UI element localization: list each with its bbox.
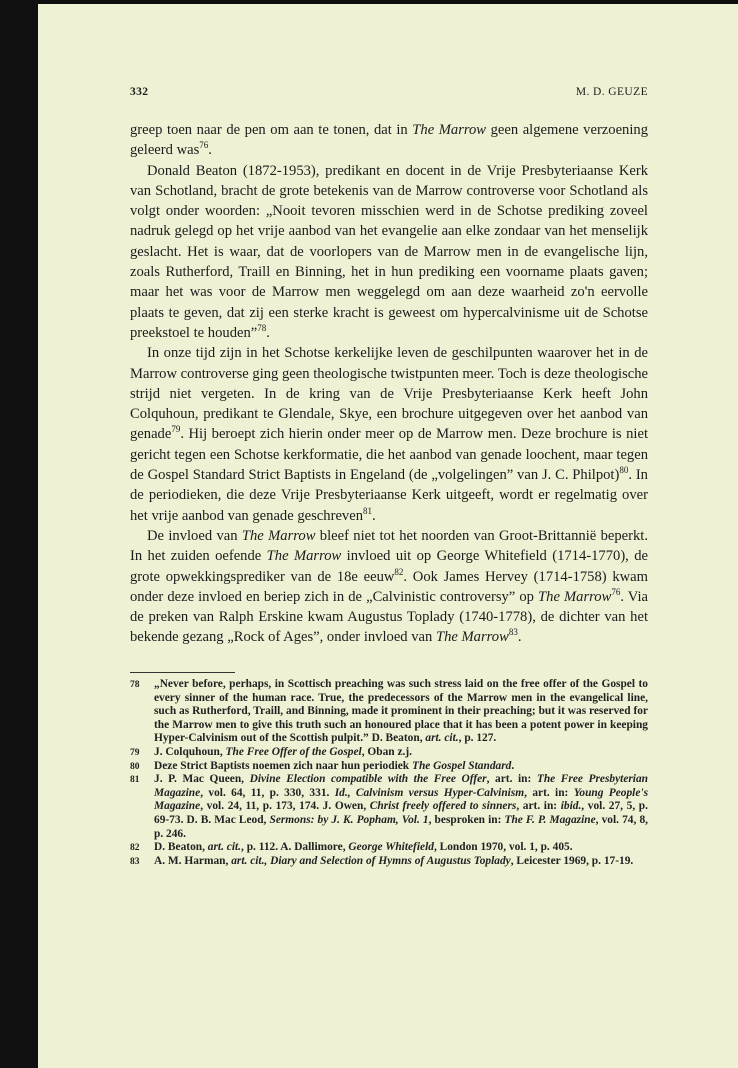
footnote-reference: 76: [611, 586, 621, 597]
paragraph: [130, 526, 648, 648]
footnote-number: 83: [130, 856, 140, 867]
italic-text: George Whitefield: [348, 841, 434, 854]
text-run: , vol. 24, 11, p. 173, 174. J. Owen,: [200, 800, 370, 813]
text-run: , Leicester 1969, p. 17-19.: [510, 854, 634, 867]
italic-text: The Marrow: [241, 527, 316, 544]
footnote: [130, 746, 648, 760]
italic-text: Divine Election compatible with the Free Offer: [249, 773, 487, 786]
text-run: , art. in:: [524, 786, 574, 799]
footnote-number: 78: [130, 680, 140, 690]
footnote-reference: 78: [257, 323, 267, 334]
text-run: D. Beaton,: [154, 841, 208, 854]
text-run: „Never before, perhaps, in Scottisch preaching was such stress laid on the free offer of the Gospel to every sinner of the human race. True, the predecessors of the Marrow men in the evangelical line, such as Rutherford, Traill, and Binning, made it prominent in their preaching; but it was reserved for the Marrow men to give this truth such an honoured place that it has been a potent power in keeping Hyper-Calvinism out of the Scottish pulpit.” D. Beaton,: [154, 678, 648, 745]
text-run: . Ook James Hervey (1714-1758) kwam onder deze invloed en beriep zich in de „Calvinistic controversy” op: [130, 568, 648, 605]
footnote-reference: 80: [619, 465, 629, 476]
text-run: , vol. 27, 5, p. 69-73. D. B. Mac Leod,: [154, 800, 648, 826]
footnote: [130, 773, 648, 841]
text-run: .: [511, 759, 515, 772]
italic-text: The Marrow: [435, 629, 509, 646]
text-run: bleef niet tot het noorden van Groot-Brittannië beperkt. In het zuiden oefende: [130, 527, 649, 565]
italic-text: The Free Presbyterian Magazine: [154, 773, 648, 799]
italic-text: The F. P. Magazine: [504, 813, 596, 826]
text-run: , p. 127.: [458, 732, 497, 745]
italic-text: art. cit.: [207, 841, 242, 854]
footnote-reference: 79: [171, 424, 181, 435]
footnote-reference: 81: [363, 505, 372, 516]
scan-left-edge: [0, 0, 38, 1068]
footnote-number: 82: [130, 843, 140, 854]
footnotes: [130, 678, 648, 868]
footnote: [130, 855, 648, 869]
footnote: [130, 678, 648, 746]
text-run: , art. in:: [516, 800, 561, 813]
text-run: .: [372, 507, 376, 524]
body-text: [130, 120, 648, 648]
italic-text: The Gospel Standard: [411, 759, 512, 772]
book-page: [38, 4, 738, 1068]
italic-text: The Marrow: [538, 588, 612, 605]
italic-text: Id., Calvinism versus Hyper-Calvinism: [334, 786, 525, 799]
text-run: In onze tijd zijn in het Schotse kerkelijke leven de geschilpunten waarover het in de Marrow controverse ging geen theologische twistpunten meer. Toch is deze theologische strijd niet vergeten. In de kring van de Vrije Presbyteriaanse Kerk heeft John Colquhoun, predikant te Glendale, Skye, een brochure uitgegeven over het aanbod van genade: [130, 345, 648, 443]
footnote-reference: 82: [394, 566, 404, 577]
text-run: J. Colquhoun,: [154, 745, 226, 758]
text-run: , p. 112. A. Dallimore,: [241, 841, 349, 854]
italic-text: The Free Offer of the Gospel: [225, 745, 362, 758]
text-run: invloed uit op George Whitefield (1714-1770), de grote opwekkingsprediker van de 18e eeuw: [130, 548, 648, 585]
text-run: . In de periodieken, die deze Vrije Presbyteriaanse Kerk uitgeeft, wordt er regelmatig over het vrije aanbod van genade geschreven: [130, 467, 648, 524]
text-run: De invloed van: [147, 527, 242, 544]
text-run: Deze Strict Baptists noemen zich naar hun periodiek: [154, 759, 412, 772]
italic-text: art. cit., Diary and Selection of Hymns of Augustus Toplady: [231, 854, 511, 867]
paragraph: [130, 343, 648, 526]
italic-text: The Marrow: [412, 122, 487, 138]
text-run: , London 1970, vol. 1, p. 405.: [433, 841, 573, 854]
text-run: . Hij beroept zich hierin onder meer op de Marrow men. Deze brochure is niet gericht tegen een Schotse kerkformatie, die het aanbod van genade loochent, maar tegen de Gospel Standard Strict Baptists in Engeland (de „volgelingen” van J. C. Philpot): [130, 426, 648, 484]
running-head: [130, 86, 648, 104]
footnote-reference: 76: [199, 140, 209, 151]
text-run: , Oban z.j.: [361, 745, 412, 758]
text-run: geen algemene verzoening geleerd was: [130, 122, 649, 159]
page-number: 332: [130, 86, 149, 98]
text-run: Donald Beaton (1872-1953), predikant en docent in de Vrije Presbyteriaanse Kerk van Schotland, bracht de grote betekenis van de Marrow controverse voor Schotland als volgt onder woorden: „Nooit tevoren misschien werd in de Schotse prediking zoveel nadruk gelegd op het vrije aanbod van het evangelie aan elke zondaar van het menselijk geslacht. Het is waar, dat de voorlopers van de Marrow men in de evangelische lijn, zoals Rutherford, Traill en Binning, het in hun prediking een voorname plaats gaven; maar het was voor de Marrow men weggelegd om aan deze waarheid zo'n eervolle plaats te geven, dat zij een sterke kracht is geweest om hypercalvinisme uit de Schotse preekstoel te houden”: [130, 162, 648, 341]
text-run: , besproken in:: [428, 813, 505, 826]
text-run: .: [208, 142, 212, 159]
text-run: .: [517, 629, 522, 646]
text-run: , vol. 64, 11, p. 330, 331.: [200, 786, 335, 799]
text-run: , art. in:: [486, 773, 537, 786]
footnote-number: 81: [130, 775, 140, 786]
paragraph: [130, 120, 648, 161]
footnote-number: 80: [130, 761, 140, 772]
text-run: greep toen naar de pen om aan te tonen, dat in: [130, 122, 413, 138]
footnote-rule: [130, 672, 235, 673]
footnote: [130, 841, 648, 855]
italic-text: ibid.: [560, 800, 582, 813]
italic-text: The Marrow: [266, 548, 342, 565]
footnote-number: 79: [130, 747, 140, 758]
italic-text: Young People's Magazine: [154, 786, 649, 813]
footnote-reference: 83: [508, 627, 518, 638]
italic-text: art. cit.: [425, 732, 459, 745]
text-run: J. P. Mac Queen,: [154, 773, 250, 786]
italic-text: Christ freely offered to sinners: [369, 800, 517, 813]
text-run: , vol. 74, 8, p. 246.: [154, 813, 648, 840]
text-run: A. M. Harman,: [154, 854, 232, 867]
running-head-author: M. D. GEUZE: [575, 86, 648, 98]
text-run: .: [266, 324, 270, 341]
paragraph: [130, 161, 648, 344]
text-run: . Via de preken van Ralph Erskine kwam Augustus Toplady (1740-1778), de dichter van het bekende gezang „Rock of Ages”, onder invloed van: [130, 588, 648, 646]
footnote: [130, 760, 648, 774]
italic-text: Sermons: by J. K. Popham, Vol. 1: [269, 813, 429, 826]
